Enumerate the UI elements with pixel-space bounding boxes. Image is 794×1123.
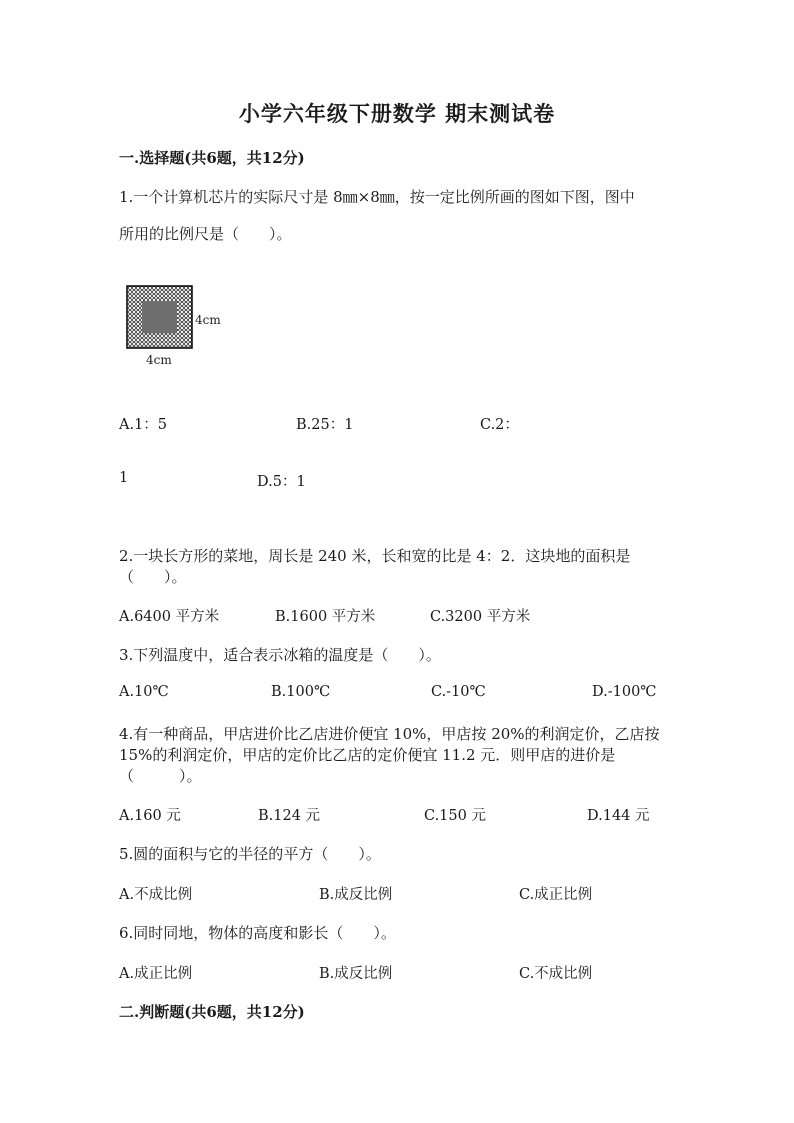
- question-1-option-c: C.2：: [480, 417, 519, 433]
- section-heading-true-false: 二.判断题(共6题，共12分): [119, 1003, 305, 1021]
- question-2-option-b: B.1600 平方米: [275, 609, 376, 625]
- question-2-option-c: C.3200 平方米: [430, 609, 531, 625]
- figure-label-bottom: 4cm: [146, 353, 172, 367]
- section-heading-choice: 一.选择题(共6题，共12分): [119, 149, 305, 167]
- question-3-option-a: A.10℃: [119, 684, 169, 700]
- question-4-option-b: B.124 元: [258, 808, 321, 824]
- question-1-line-2: 所用的比例尺是（ ）。: [119, 225, 292, 243]
- question-6-option-c: C.不成比例: [519, 966, 593, 982]
- question-5-option-c: C.成正比例: [519, 887, 593, 903]
- question-4-option-a: A.160 元: [119, 808, 181, 824]
- question-2-option-a: A.6400 平方米: [119, 609, 220, 625]
- question-1-option-a: A.1：5: [119, 417, 168, 433]
- question-4-option-c: C.150 元: [424, 808, 486, 824]
- question-1-option-c-continued: 1: [119, 470, 129, 486]
- question-1-option-b: B.25：1: [296, 417, 354, 433]
- question-4-line-3: （ ）。: [119, 767, 202, 785]
- question-3-option-b: B.100℃: [271, 684, 331, 700]
- question-3-line-1: 3.下列温度中，适合表示冰箱的温度是（ ）。: [119, 646, 441, 664]
- chip-figure: [120, 282, 240, 376]
- question-5-option-a: A.不成比例: [119, 887, 193, 903]
- page-title: 小学六年级下册数学 期末测试卷: [238, 101, 556, 126]
- question-3-option-c: C.-10℃: [431, 684, 486, 700]
- question-1-line-1: 1.一个计算机芯片的实际尺寸是 8㎜×8㎜，按一定比例所画的图如下图，图中: [119, 188, 635, 206]
- question-6-line-1: 6.同时同地，物体的高度和影长（ ）。: [119, 924, 396, 942]
- question-6-option-a: A.成正比例: [119, 966, 193, 982]
- question-4-option-d: D.144 元: [587, 808, 650, 824]
- question-2-line-2: （ ）。: [119, 568, 187, 586]
- question-5-option-b: B.成反比例: [319, 887, 393, 903]
- question-4-line-1: 4.有一种商品，甲店进价比乙店进价便宜 10%，甲店按 20%的利润定价，乙店按: [119, 725, 660, 743]
- question-2-line-1: 2.一块长方形的菜地，周长是 240 米，长和宽的比是 4：2．这块地的面积是: [119, 547, 631, 565]
- question-3-option-d: D.-100℃: [592, 684, 657, 700]
- question-5-line-1: 5.圆的面积与它的半径的平方（ ）。: [119, 845, 381, 863]
- question-4-line-2: 15%的利润定价，甲店的定价比乙店的定价便宜 11.2 元．则甲店的进价是: [119, 746, 616, 764]
- figure-label-right: 4cm: [195, 313, 221, 327]
- question-6-option-b: B.成反比例: [319, 966, 393, 982]
- chip-diagram: [120, 282, 240, 372]
- chip-inner-square: [142, 301, 177, 333]
- question-1-option-d: D.5：1: [257, 474, 306, 490]
